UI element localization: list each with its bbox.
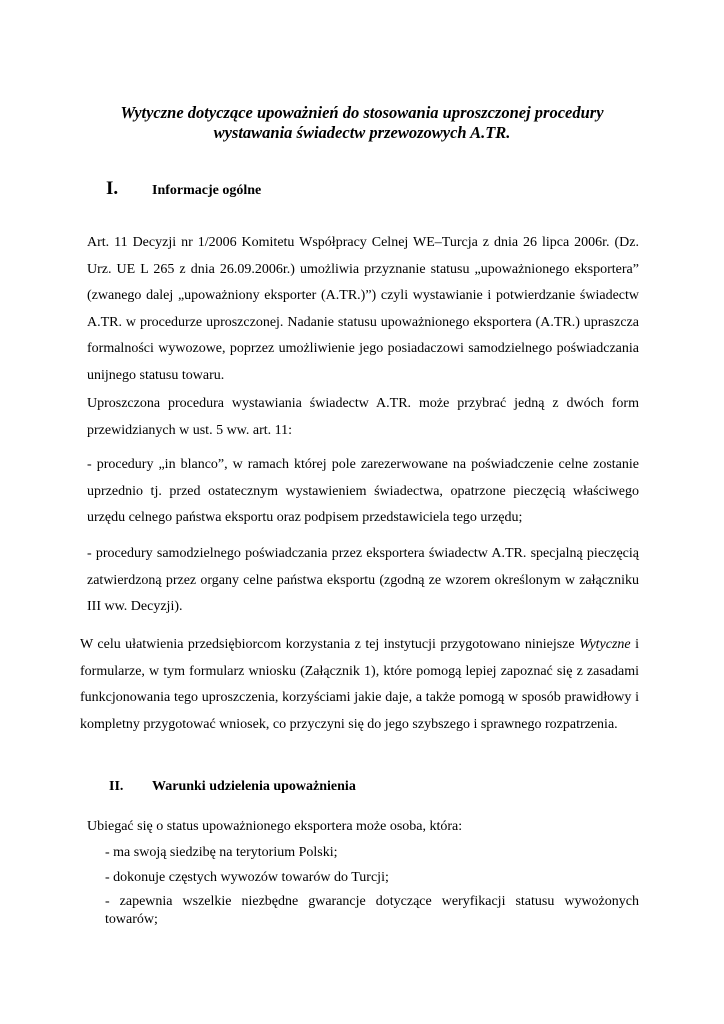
list-item: - ma swoją siedzibę na terytorium Polski;: [105, 845, 338, 860]
section-1-paragraph-1: Art. 11 Decyzji nr 1/2006 Komitetu Współpracy Celnej WE–Turcja z dnia 26 lipca 2006r. (Dz. Urz. UE L 265 z dnia 26.09.2006r.) umożliwia przyznanie statusu „upoważnionego eksportera” (zwanego dalej „upoważniony eksporter (A.TR.)”) czyli wystawianie i potwierdzanie świadectw A.TR. w procedurze uproszczonej. Nadanie statusu upoważnionego eksportera (A.TR.) upraszcza formalności wywozowe, poprzez umożliwienie jego posiadaczowi samodzielnego poświadczania unijnego statusu towaru.: [87, 235, 639, 383]
section-2-title: Warunki udzielenia upoważnienia: [152, 779, 356, 794]
section-1-title: Informacje ogólne: [152, 183, 262, 198]
paragraph-5-italic: Wytyczne: [579, 637, 631, 652]
paragraph-5-rest: i formularze, w tym formularz wniosku (Załącznik 1), które pomogą lepiej zapoznać się z zasadami funkcjonowania tego uproszczenia, korzyściami jakie daje, a także pomogą w sposób prawidłowy i kompletny przygotować wniosek, co przyczyni się do jego szybszego i sprawnego rozpatrzenia.: [80, 637, 639, 732]
section-1-paragraph-5: [80, 632, 639, 738]
title-line-2: wystawania świadectw przewozowych A.TR.: [213, 123, 511, 142]
section-1-number: I.: [106, 178, 119, 199]
section-1-paragraph-2: Uproszczona procedura wystawiania świadectw A.TR. może przybrać jedną z dwóch form przewidzianych w ust. 5 ww. art. 11:: [87, 396, 639, 438]
title-line-1: Wytyczne dotyczące upoważnień do stosowania uproszczonej procedury: [120, 103, 604, 122]
paragraph-5-lead: W celu ułatwienia przedsiębiorcom korzystania z tej instytucji przygotowano niniejsze: [80, 637, 580, 652]
section-2-intro: Ubiegać się o status upoważnionego eksportera może osoba, która:: [87, 819, 463, 834]
list-item: - zapewnia wszelkie niezbędne gwarancje dotyczące weryfikacji statusu wywożonych towarów;: [105, 894, 639, 927]
document-title: [80, 103, 644, 143]
section-2-number: II.: [109, 779, 124, 794]
section-1-paragraph-4: - procedury samodzielnego poświadczania przez eksportera świadectw A.TR. specjalną pieczęcią zatwierdzoną przez organy celne państwa eksportu (zgodną ze wzorem określonym w załączniku III ww. Decyzji).: [87, 546, 639, 615]
section-1-paragraph-3: - procedury „in blanco”, w ramach której pole zarezerwowane na poświadczenie celne zostanie uprzednio tj. przed ostatecznym wystawieniem świadectwa, opatrzone pieczęcią właściwego urzędu celnego państwa eksportu oraz podpisem przedstawiciela tego urzędu;: [87, 457, 639, 526]
list-item: - dokonuje częstych wywozów towarów do Turcji;: [105, 870, 389, 885]
